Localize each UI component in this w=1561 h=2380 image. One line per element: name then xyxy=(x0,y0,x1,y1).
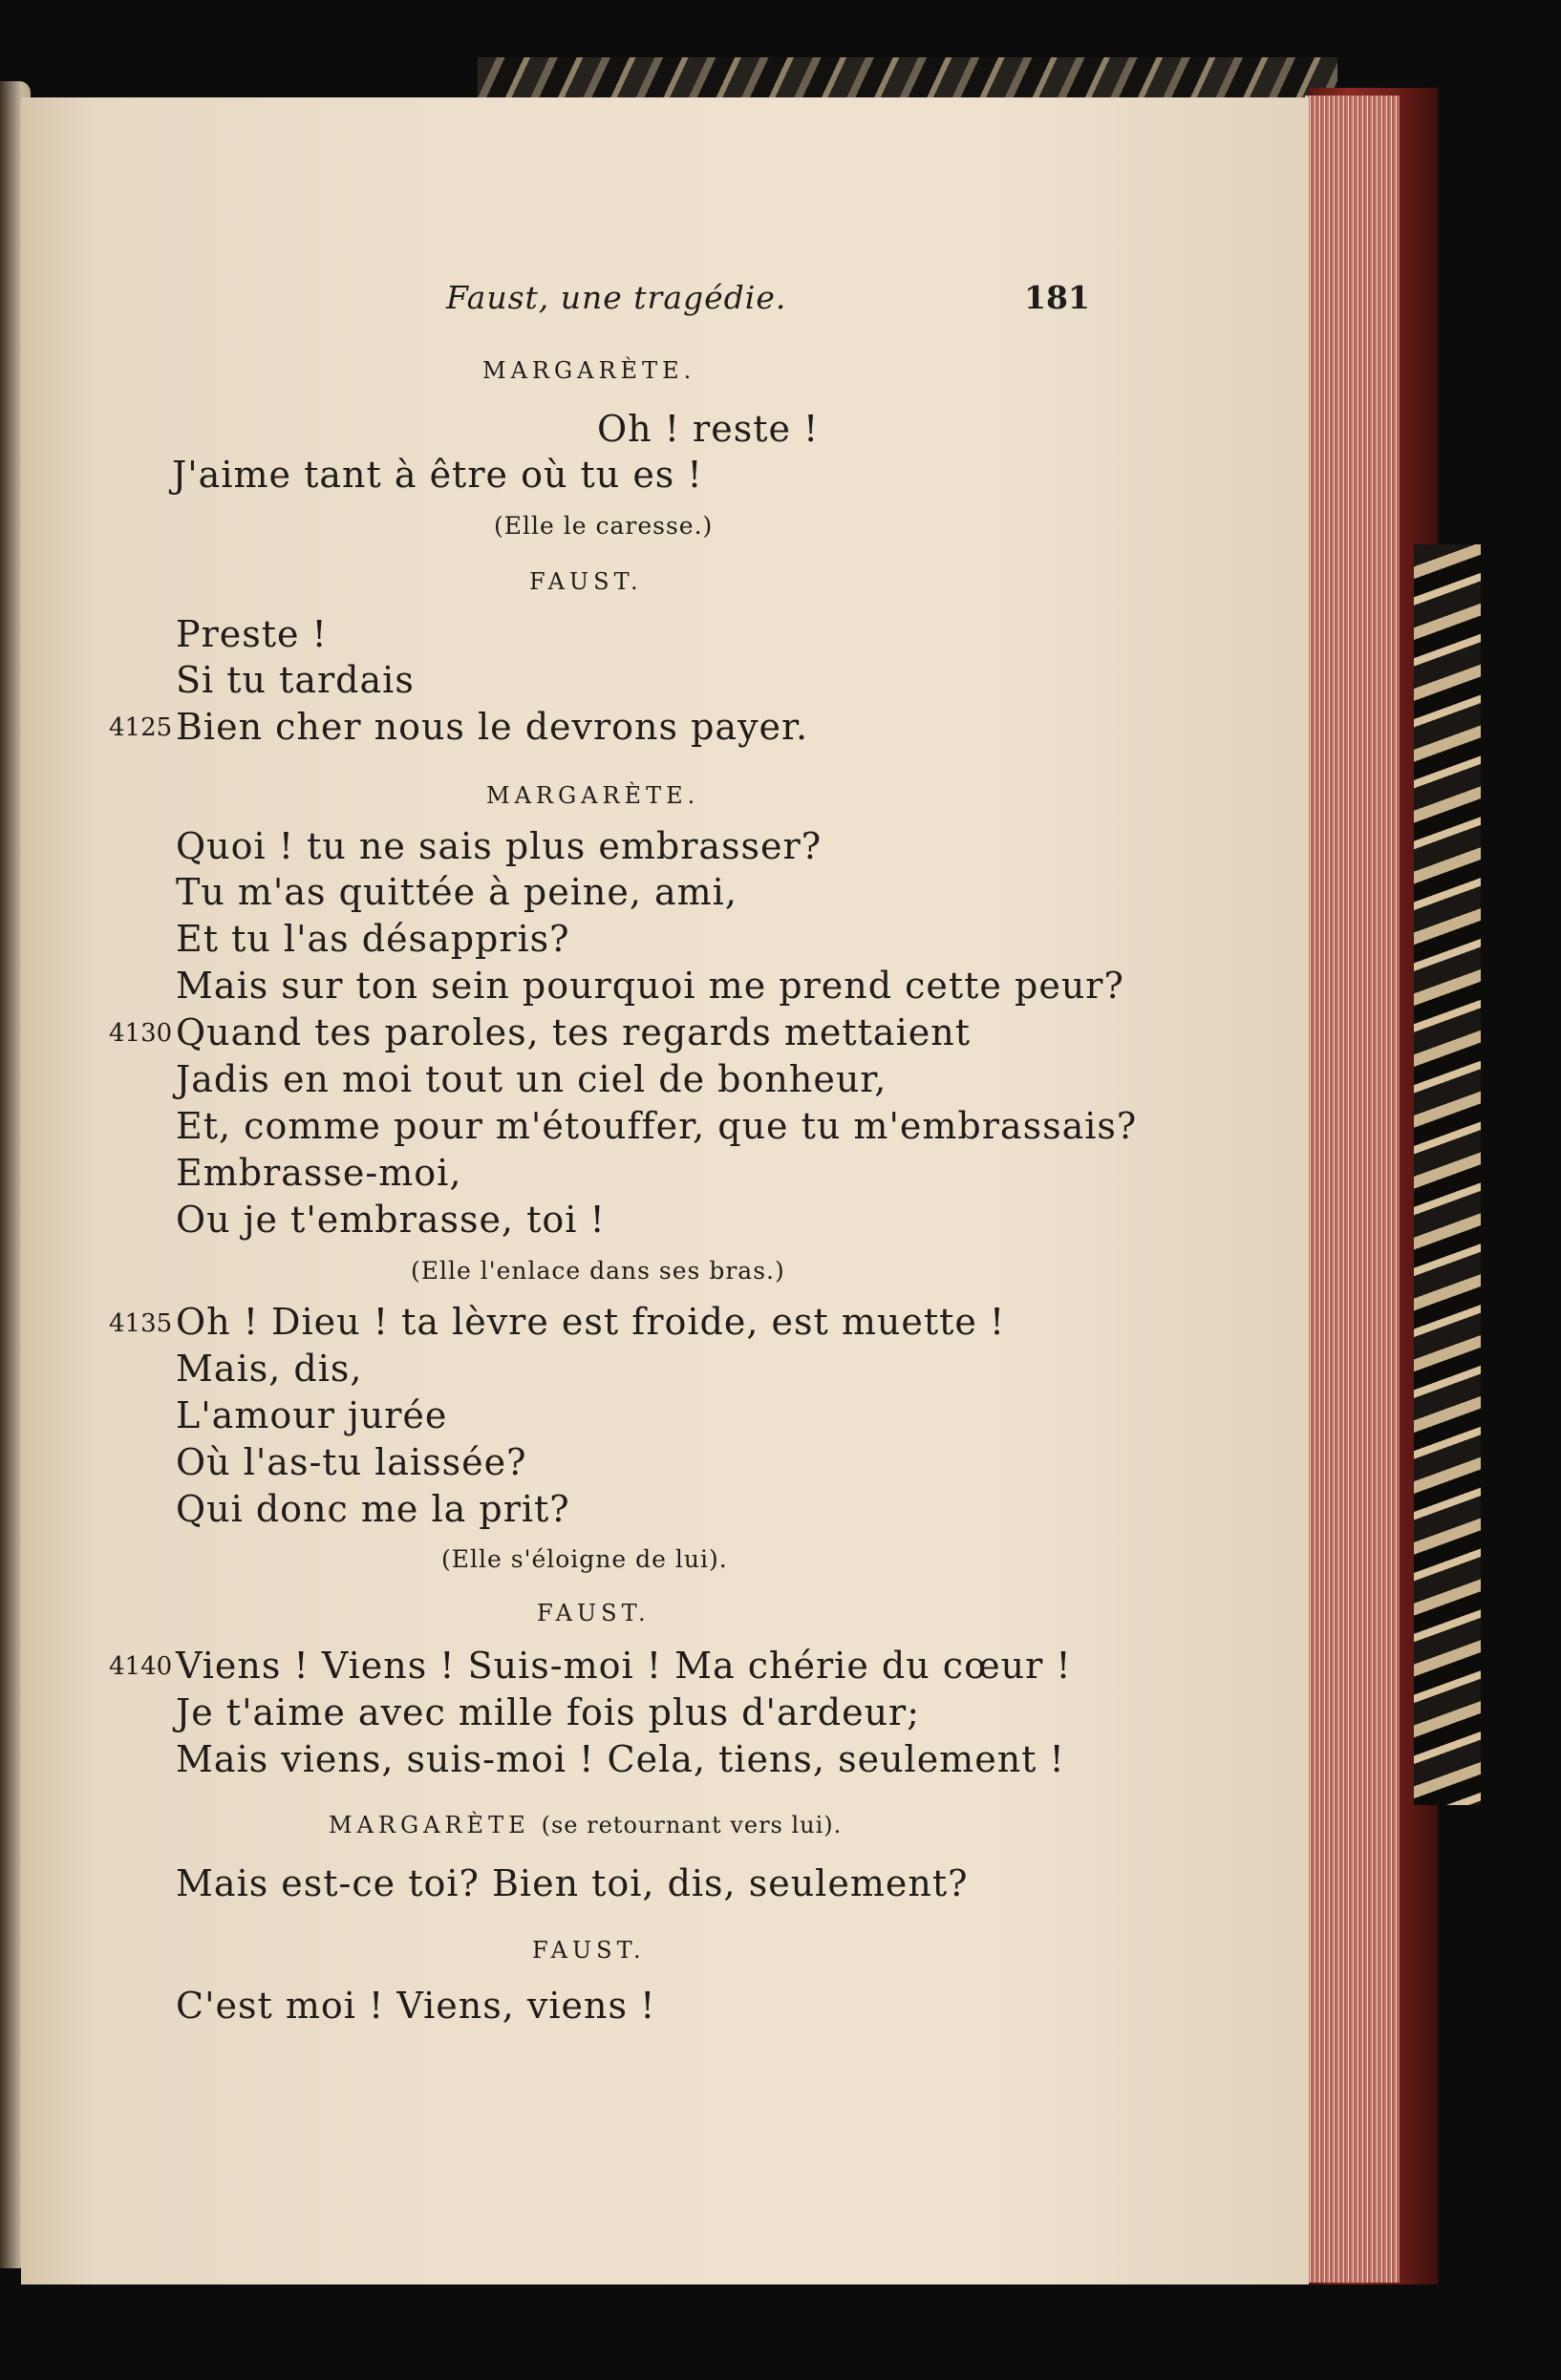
verse-line: Quand tes paroles, tes regards mettaient xyxy=(176,1011,971,1053)
verse-line: Et, comme pour m'étouffer, que tu m'embrassais? xyxy=(176,1105,1138,1147)
verse-line: Quoi ! tu ne sais plus embrasser? xyxy=(176,825,823,867)
verse-line: Où l'as-tu laissée? xyxy=(176,1441,527,1483)
verse-line: Tu m'as quittée à peine, ami, xyxy=(176,871,738,913)
line-number: 4125 xyxy=(109,713,173,742)
speaker-name xyxy=(329,1812,842,1838)
stage-direction: (Elle l'enlace dans ses bras.) xyxy=(411,1257,785,1285)
verse-line: Bien cher nous le devrons payer. xyxy=(176,706,809,748)
verse-line: Mais viens, suis-moi ! Cela, tiens, seulement ! xyxy=(176,1738,1065,1780)
line-number: 4140 xyxy=(109,1652,173,1681)
verse-line: Jadis en moi tout un ciel de bonheur, xyxy=(176,1058,887,1100)
stage-direction: (se retournant vers lui). xyxy=(541,1812,843,1838)
page-number: 181 xyxy=(1024,279,1090,316)
verse-line: Je t'aime avec mille fois plus d'ardeur; xyxy=(176,1691,921,1733)
verse-line: Ou je t'embrasse, toi ! xyxy=(176,1199,606,1241)
line-number: 4135 xyxy=(109,1309,173,1338)
marbled-endpaper-top xyxy=(478,57,1337,103)
verse-line: Embrasse-moi, xyxy=(176,1152,462,1194)
verse-line: Mais est-ce toi? Bien toi, dis, seulement? xyxy=(176,1862,969,1904)
stage-direction: (Elle le caresse.) xyxy=(494,512,714,540)
running-title: Faust, une tragédie. xyxy=(446,279,787,316)
speaker-name: FAUST. xyxy=(537,1600,651,1626)
verse-line: Qui donc me la prit? xyxy=(176,1488,570,1530)
speaker-name-label: MARGARÈTE xyxy=(329,1812,530,1838)
marbled-endpaper-right xyxy=(1414,544,1481,1805)
verse-line: Mais, dis, xyxy=(176,1348,363,1390)
speaker-name: FAUST. xyxy=(532,1937,646,1964)
verse-line: C'est moi ! Viens, viens ! xyxy=(176,1985,656,2027)
speaker-name: FAUST. xyxy=(529,568,643,595)
line-number: 4130 xyxy=(109,1019,173,1048)
stage-direction: (Elle s'éloigne de lui). xyxy=(441,1545,728,1573)
book-page xyxy=(21,97,1309,2284)
speaker-name: MARGARÈTE. xyxy=(482,357,696,384)
verse-line: Oh ! reste ! xyxy=(597,408,820,450)
speaker-name: MARGARÈTE. xyxy=(486,782,700,809)
verse-line: Mais sur ton sein pourquoi me prend cette peur? xyxy=(176,965,1124,1007)
verse-line: Viens ! Viens ! Suis-moi ! Ma chérie du cœur ! xyxy=(176,1645,1072,1687)
verse-line: J'aime tant à être où tu es ! xyxy=(172,454,703,496)
verse-line: Si tu tardais xyxy=(176,659,415,701)
verse-line: Et tu l'as désappris? xyxy=(176,918,570,960)
verse-line: Preste ! xyxy=(176,613,328,655)
verse-line: L'amour jurée xyxy=(176,1394,448,1436)
page-edge-stack xyxy=(1305,96,1400,2283)
verse-line: Oh ! Dieu ! ta lèvre est froide, est muette ! xyxy=(176,1301,1006,1343)
